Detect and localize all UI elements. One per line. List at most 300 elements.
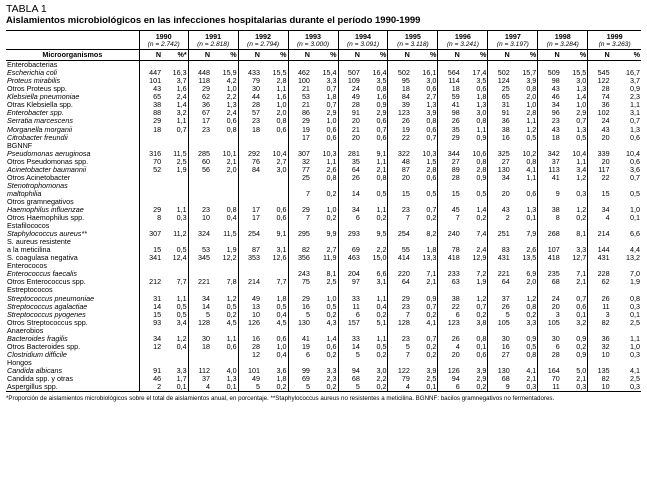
year-sample-size: (n = 3.118): [388, 41, 438, 50]
count-cell: 91: [139, 367, 162, 375]
group-label: Estafilococos: [7, 222, 50, 231]
percent-cell: 0,3: [561, 383, 588, 392]
count-cell: [238, 270, 261, 278]
count-cell: 41: [288, 335, 311, 343]
count-cell: 38: [488, 126, 511, 134]
count-cell: [139, 182, 162, 190]
count-cell: 23: [188, 126, 211, 134]
count-cell: 214: [238, 278, 261, 286]
count-cell: 98: [438, 109, 461, 117]
percent-cell: 16,3: [172, 69, 187, 78]
percent-cell: 0,5: [630, 189, 640, 198]
percent-header: %: [561, 50, 588, 61]
count-cell: 3: [588, 311, 611, 319]
count-cell: 62: [588, 278, 611, 286]
count-cell: [139, 327, 162, 335]
year-sample-size: (n = 3.000): [288, 41, 338, 50]
percent-cell: 2,9: [576, 109, 587, 118]
percent-cell: [361, 327, 388, 335]
count-cell: 28: [438, 174, 461, 182]
count-cell: [188, 351, 211, 359]
count-cell: [188, 222, 211, 230]
count-cell: 23: [388, 335, 411, 343]
table-row: [6, 109, 641, 117]
count-cell: 34: [139, 335, 162, 343]
year-sample-size: (n = 3.197): [488, 41, 538, 50]
percent-cell: 8,1: [326, 270, 337, 279]
count-cell: 463: [338, 254, 361, 262]
count-cell: 324: [188, 230, 211, 238]
percent-cell: 0,3: [630, 350, 640, 359]
percent-cell: 0,8: [476, 157, 487, 166]
count-cell: 33: [338, 295, 361, 303]
count-cell: 34: [538, 101, 561, 109]
percent-cell: 16,7: [626, 69, 640, 78]
count-cell: 24: [538, 295, 561, 303]
count-cell: [538, 182, 561, 190]
count-cell: [338, 286, 361, 294]
count-cell: 91: [338, 109, 361, 117]
table-row: [6, 166, 641, 174]
percent-cell: 10,4: [626, 149, 640, 158]
group-row: [6, 262, 641, 270]
percent-cell: 1,1: [376, 334, 387, 343]
count-cell: [288, 142, 311, 150]
count-cell: [388, 262, 411, 270]
count-cell: [238, 174, 261, 182]
percent-cell: 1,1: [226, 334, 237, 343]
percent-cell: 1,1: [526, 173, 537, 182]
count-cell: 24: [588, 117, 611, 125]
organism-label: S. coagulasa negativa: [7, 254, 78, 263]
table-row: [6, 246, 641, 254]
count-cell: [438, 327, 461, 335]
count-cell: [139, 222, 162, 230]
count-cell: 2: [139, 383, 162, 392]
count-cell: 20: [488, 190, 511, 198]
count-cell: 128: [388, 319, 411, 327]
count-cell: 44: [238, 93, 261, 101]
percent-cell: [361, 262, 388, 270]
percent-cell: 3,5: [476, 77, 487, 86]
percent-cell: 2,7: [426, 93, 437, 102]
count-cell: 23: [388, 303, 411, 311]
count-cell: [188, 238, 211, 246]
count-cell: 36: [588, 335, 611, 343]
year-header: 1993: [288, 31, 338, 41]
count-header: N: [538, 50, 561, 61]
percent-cell: 0,5: [426, 189, 437, 198]
percent-cell: 0,2: [326, 214, 337, 223]
count-cell: 7: [388, 214, 411, 222]
percent-cell: 0,2: [326, 350, 337, 359]
count-cell: [538, 142, 561, 150]
percent-cell: 16,1: [422, 69, 437, 78]
count-cell: [588, 61, 611, 70]
count-cell: [338, 359, 361, 367]
percent-cell: [261, 182, 288, 190]
percent-cell: 0,6: [476, 350, 487, 359]
count-cell: 30: [538, 335, 561, 343]
count-cell: 113: [538, 166, 561, 174]
percent-cell: 2,3: [630, 93, 640, 102]
count-cell: 507: [338, 69, 361, 77]
count-cell: 4: [388, 383, 411, 392]
percent-cell: 9,9: [326, 230, 337, 239]
count-cell: 19: [388, 126, 411, 134]
count-cell: 16: [488, 343, 511, 351]
count-cell: [438, 262, 461, 270]
percent-cell: 4,1: [526, 165, 537, 174]
group-row: [6, 222, 641, 230]
count-cell: [388, 142, 411, 150]
count-cell: 214: [588, 230, 611, 238]
count-cell: 28: [238, 101, 261, 109]
count-cell: 431: [488, 254, 511, 262]
count-cell: 9: [538, 190, 561, 198]
percent-cell: 2,5: [630, 318, 640, 327]
percent-cell: 0,8: [376, 85, 387, 94]
percent-cell: 6,6: [376, 270, 387, 279]
percent-cell: 4,1: [630, 366, 640, 375]
count-cell: 157: [338, 319, 361, 327]
percent-cell: 11,2: [173, 230, 187, 239]
percent-cell: 1,1: [176, 205, 187, 214]
count-cell: 7: [388, 311, 411, 319]
count-cell: 56: [188, 166, 211, 174]
count-cell: 15: [438, 190, 461, 198]
count-cell: [139, 359, 162, 367]
percent-cell: 2,1: [526, 374, 537, 383]
count-cell: 5: [288, 311, 311, 319]
percent-cell: [611, 182, 641, 190]
percent-cell: 1,2: [226, 294, 237, 303]
percent-cell: 0,6: [476, 85, 487, 94]
percent-cell: [411, 198, 438, 206]
count-cell: [288, 359, 311, 367]
count-cell: [288, 327, 311, 335]
count-cell: 68: [338, 375, 361, 383]
group-label: BGNNF: [7, 141, 33, 150]
count-cell: 126: [238, 319, 261, 327]
count-cell: 20: [338, 117, 361, 125]
percent-cell: 0,5: [526, 342, 537, 351]
percent-cell: 0,5: [376, 189, 387, 198]
count-cell: 63: [438, 278, 461, 286]
percent-cell: 1,1: [276, 85, 287, 94]
percent-cell: [461, 359, 488, 367]
count-cell: 20: [588, 134, 611, 142]
count-cell: 84: [388, 93, 411, 101]
year-sample-size: (n = 3.091): [338, 41, 388, 50]
percent-cell: 10,3: [422, 149, 437, 158]
count-cell: [538, 238, 561, 246]
percent-cell: 2,9: [326, 109, 337, 118]
percent-cell: 2,2: [376, 246, 387, 255]
percent-cell: 0,2: [326, 189, 337, 198]
percent-cell: 0,1: [526, 214, 537, 223]
count-cell: 5: [338, 383, 361, 392]
year-header: 1999: [588, 31, 641, 41]
percent-cell: 8,2: [426, 230, 437, 239]
count-cell: [139, 238, 162, 246]
count-cell: 84: [238, 166, 261, 174]
percent-cell: 1,1: [326, 157, 337, 166]
percent-cell: 0,5: [326, 302, 337, 311]
count-cell: 243: [288, 270, 311, 278]
percent-cell: [261, 198, 288, 206]
percent-cell: 10,3: [322, 149, 337, 158]
count-cell: 221: [188, 278, 211, 286]
percent-cell: 0,2: [426, 310, 437, 319]
count-cell: 29: [188, 85, 211, 93]
organism-label: Aspergillus spp.: [6, 383, 139, 392]
percent-cell: 3,0: [376, 366, 387, 375]
count-cell: 21: [288, 85, 311, 93]
percent-cell: 1,1: [630, 101, 640, 110]
microbiology-table: [6, 31, 641, 392]
count-cell: [488, 182, 511, 190]
percent-cell: 3,0: [476, 109, 487, 118]
count-cell: [188, 190, 211, 198]
percent-cell: 1,8: [276, 374, 287, 383]
count-cell: 212: [139, 278, 162, 286]
count-cell: 36: [488, 117, 511, 125]
percent-cell: 0,6: [376, 133, 387, 142]
count-cell: [188, 174, 211, 182]
percent-cell: 0,8: [526, 85, 537, 94]
count-cell: 35: [438, 126, 461, 134]
percent-cell: 0,5: [526, 133, 537, 142]
group-label: Enterobacterias: [7, 60, 58, 70]
count-cell: [139, 134, 162, 142]
percent-cell: 9,1: [376, 149, 387, 158]
organism-label: Morganella morganii: [7, 125, 73, 134]
percent-cell: [461, 142, 488, 150]
percent-cell: [361, 238, 388, 246]
count-cell: 64: [488, 278, 511, 286]
count-cell: [139, 286, 162, 294]
percent-cell: 4,5: [276, 318, 287, 327]
percent-cell: 0,7: [176, 125, 187, 134]
year-sample-size: (n = 3.263): [588, 41, 641, 50]
count-cell: 240: [438, 230, 461, 238]
percent-cell: 1,0: [326, 117, 337, 126]
count-cell: [338, 142, 361, 150]
count-cell: [588, 142, 611, 150]
percent-cell: 15,0: [372, 254, 387, 263]
percent-header: %*: [162, 50, 188, 61]
percent-cell: 8,1: [576, 230, 587, 239]
count-cell: [288, 61, 311, 70]
percent-cell: [411, 182, 438, 190]
percent-cell: 1,0: [630, 342, 640, 351]
percent-cell: 1,1: [526, 117, 537, 126]
percent-cell: [361, 286, 388, 294]
percent-cell: [162, 182, 188, 190]
percent-header: %: [311, 50, 338, 61]
percent-cell: 0,8: [426, 117, 437, 126]
percent-cell: [261, 174, 288, 182]
group-row: [6, 359, 641, 367]
percent-cell: 9,5: [376, 230, 387, 239]
percent-cell: [261, 134, 288, 142]
percent-cell: 3,0: [426, 77, 437, 86]
percent-cell: [311, 286, 338, 294]
microorganisms-header: Microorganismos: [6, 50, 139, 61]
count-cell: 14: [139, 303, 162, 311]
table-row: [6, 69, 641, 77]
count-cell: 322: [388, 150, 411, 158]
count-cell: 16: [488, 134, 511, 142]
percent-cell: [261, 327, 288, 335]
percent-cell: 1,8: [426, 246, 437, 255]
year-header: 1997: [488, 31, 538, 41]
percent-cell: 0,6: [576, 302, 587, 311]
count-cell: 5: [388, 343, 411, 351]
count-cell: 39: [388, 101, 411, 109]
percent-cell: [211, 174, 238, 182]
count-cell: [338, 222, 361, 230]
count-cell: 109: [338, 77, 361, 85]
percent-cell: 0,2: [576, 214, 587, 223]
count-cell: [238, 134, 261, 142]
percent-cell: 15,4: [322, 69, 337, 78]
percent-cell: 0,2: [476, 214, 487, 223]
count-cell: [238, 198, 261, 206]
percent-cell: [361, 61, 388, 70]
header-row-columns: [6, 50, 641, 61]
table-row: [6, 278, 641, 286]
percent-cell: 0,5: [276, 302, 287, 311]
percent-cell: 3,9: [426, 366, 437, 375]
percent-cell: 1,5: [426, 157, 437, 166]
percent-cell: 3,3: [576, 246, 587, 255]
count-cell: 86: [288, 109, 311, 117]
count-cell: 41: [438, 101, 461, 109]
percent-cell: 0,2: [226, 310, 237, 319]
count-cell: [488, 61, 511, 70]
count-cell: 68: [488, 375, 511, 383]
percent-cell: [211, 182, 238, 190]
percent-cell: 1,1: [376, 157, 387, 166]
count-cell: [588, 262, 611, 270]
count-header: N: [588, 50, 611, 61]
percent-cell: [611, 359, 641, 367]
percent-cell: [311, 182, 338, 190]
percent-cell: 0,2: [576, 342, 587, 351]
percent-cell: [561, 61, 588, 70]
table-row: [6, 158, 641, 166]
percent-cell: 1,1: [476, 125, 487, 134]
count-cell: [488, 198, 511, 206]
count-cell: 4: [438, 343, 461, 351]
percent-cell: 2,5: [426, 374, 437, 383]
count-cell: [488, 327, 511, 335]
organism-label: Otros Haemophilus spp.: [7, 214, 85, 223]
percent-cell: 2,7: [326, 246, 337, 255]
count-cell: [188, 182, 211, 190]
percent-cell: [211, 262, 238, 270]
percent-cell: [511, 286, 538, 294]
percent-cell: 0,3: [611, 383, 641, 392]
percent-cell: 0,6: [276, 125, 287, 134]
count-cell: 281: [338, 150, 361, 158]
table-row: [6, 295, 641, 303]
percent-cell: 3,3: [326, 366, 337, 375]
percent-cell: 3,0: [576, 77, 587, 86]
count-cell: 94: [338, 367, 361, 375]
count-cell: 13: [238, 303, 261, 311]
percent-cell: 1,6: [376, 93, 387, 102]
header-row-n: [6, 41, 641, 50]
count-cell: [139, 270, 162, 278]
table-row: [6, 77, 641, 85]
count-cell: 48: [388, 158, 411, 166]
percent-cell: [211, 351, 238, 359]
organism-label: Escherichia coli: [7, 69, 57, 78]
percent-cell: 0,1: [630, 214, 640, 223]
count-cell: [538, 198, 561, 206]
percent-cell: 2,8: [426, 165, 437, 174]
percent-cell: 0,8: [476, 334, 487, 343]
percent-cell: 0,9: [426, 294, 437, 303]
percent-cell: 3,0: [276, 165, 287, 174]
count-cell: 43: [538, 85, 561, 93]
count-cell: 502: [388, 69, 411, 77]
percent-cell: [162, 190, 188, 198]
percent-cell: 0,8: [226, 125, 237, 134]
percent-cell: 0,9: [576, 334, 587, 343]
year-header: 1990: [139, 31, 188, 41]
count-cell: 96: [538, 109, 561, 117]
percent-cell: 7,2: [476, 270, 487, 279]
count-cell: 27: [488, 351, 511, 359]
count-cell: 53: [188, 246, 211, 254]
count-cell: 23: [388, 206, 411, 214]
percent-cell: 1,1: [376, 205, 387, 214]
count-cell: 18: [538, 134, 561, 142]
count-cell: 14: [188, 303, 211, 311]
count-cell: 5: [488, 311, 511, 319]
table-row: [6, 375, 641, 383]
count-cell: 545: [588, 69, 611, 77]
percent-cell: 0,2: [326, 310, 337, 319]
percent-header: %: [361, 50, 388, 61]
count-cell: 30: [488, 335, 511, 343]
count-cell: [238, 238, 261, 246]
count-cell: 26: [388, 117, 411, 125]
percent-cell: 3,9: [476, 366, 487, 375]
organism-label: Otros Acinetobacter: [7, 173, 71, 182]
count-cell: 18: [139, 126, 162, 134]
percent-cell: [461, 238, 488, 246]
count-cell: [488, 262, 511, 270]
count-cell: 45: [438, 206, 461, 214]
count-cell: 20: [588, 158, 611, 166]
percent-cell: 3,6: [276, 366, 287, 375]
percent-cell: 10,2: [522, 149, 537, 158]
percent-cell: [162, 327, 188, 335]
percent-cell: 7,0: [630, 270, 640, 279]
organism-label: Candida spp. y otras: [7, 374, 73, 383]
percent-cell: [311, 61, 338, 70]
count-cell: [188, 61, 211, 70]
percent-cell: 1,1: [376, 294, 387, 303]
percent-cell: [611, 262, 641, 270]
count-cell: [438, 359, 461, 367]
count-cell: 18: [238, 126, 261, 134]
